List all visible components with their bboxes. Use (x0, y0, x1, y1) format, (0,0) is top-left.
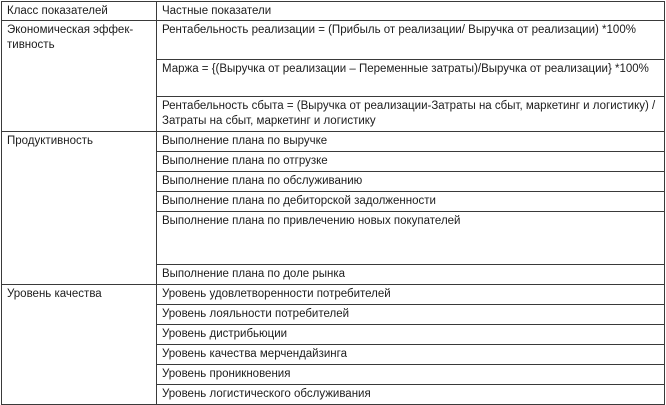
indicator-cell: Уровень логистического обслуживания (157, 385, 665, 405)
indicator-cell: Маржа = {(Выручка от реализации – Переменные затраты)/Выручка от реализации} *100% (157, 60, 665, 97)
indicator-cell: Уровень удовлетворенности потребителей (157, 285, 665, 305)
table-row (2, 21, 665, 60)
indicator-cell: Выполнение плана по обслуживанию (157, 172, 665, 192)
indicator-cell: Уровень проникновения (157, 365, 665, 385)
indicator-cell: Выполнение плана по выручке (157, 132, 665, 152)
table-header-row (2, 2, 665, 21)
indicator-cell: Выполнение плана по дебиторской задолженности (157, 192, 665, 212)
header-partial: Частные показатели (157, 2, 665, 21)
indicator-cell: Уровень лояльности потребителей (157, 305, 665, 325)
table-row (2, 132, 665, 152)
indicator-cell: Уровень качества мерчендайзинга (157, 345, 665, 365)
indicators-table (1, 1, 665, 405)
indicator-cell: Рентабельность реализации = (Прибыль от реализации/ Выручка от реализации) *100% (157, 21, 665, 60)
indicator-cell: Выполнение плана по привлечению новых покупателей (157, 212, 665, 265)
class-cell-quality: Уровень качества (2, 285, 157, 405)
header-class: Класс показателей (2, 2, 157, 21)
indicator-cell: Выполнение плана по отгрузке (157, 152, 665, 172)
indicator-cell: Рентабельность сбыта = (Выручка от реализации-Затраты на сбыт, маркетинг и логистику) / Затраты на сбыт, маркетинг и логистику (157, 97, 665, 132)
table-row (2, 285, 665, 305)
indicator-cell: Выполнение плана по доле рынка (157, 265, 665, 285)
class-cell-productivity: Продуктивность (2, 132, 157, 285)
class-cell-economic: Экономическая эффективность (2, 21, 157, 132)
indicator-cell: Уровень дистрибьюции (157, 325, 665, 345)
